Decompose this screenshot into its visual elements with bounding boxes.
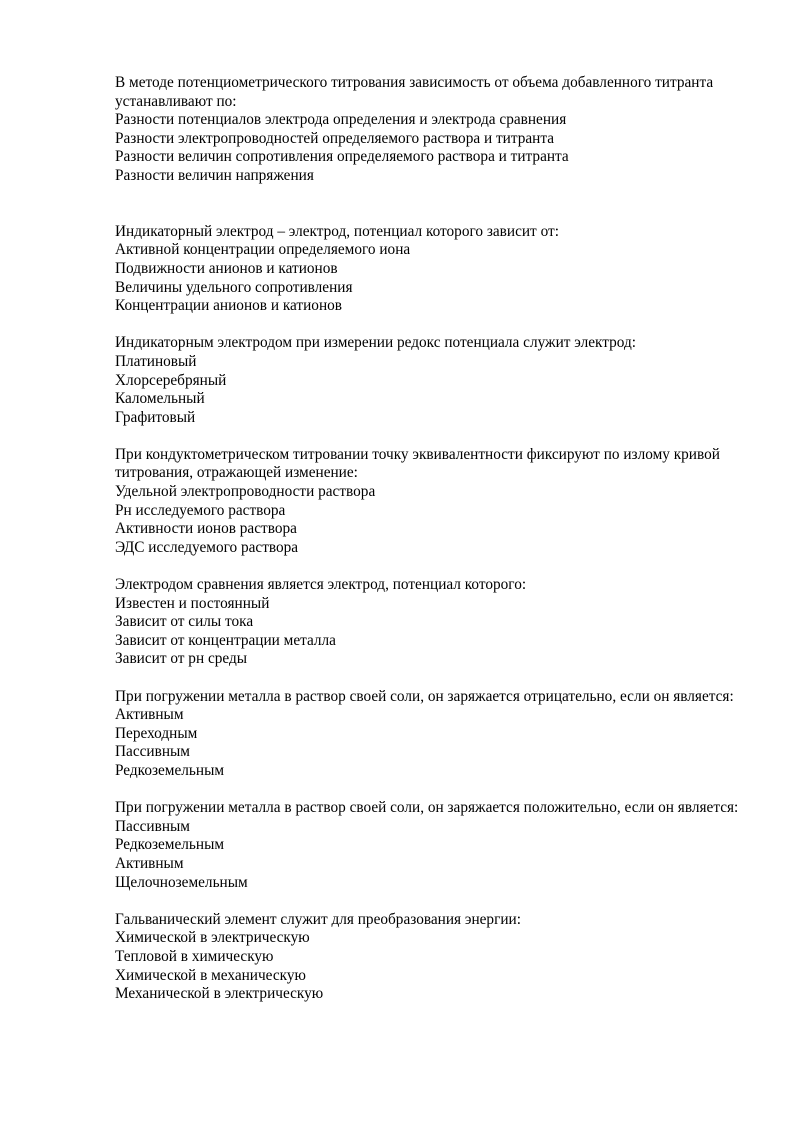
- answer-options: [115, 483, 743, 557]
- question-stem: Индикаторным электродом при измерении редокс потенциала служит электрод:: [115, 334, 637, 352]
- answer-option: Зависит от силы тока: [115, 613, 254, 631]
- answer-option: Подвижности анионов и катионов: [115, 259, 338, 277]
- answer-option: Рн исследуемого раствора: [115, 501, 286, 519]
- question-stem: Электродом сравнения является электрод, потенциал которого:: [115, 576, 527, 594]
- answer-options: [115, 353, 743, 427]
- answer-option: Пассивным: [115, 743, 190, 761]
- answer-options: [115, 929, 743, 1003]
- answer-options: [115, 818, 743, 892]
- question-stem: При погружении металла в раствор своей соли, он заряжается отрицательно, если он является:: [115, 687, 734, 705]
- question-5: [115, 576, 743, 669]
- document-page: [115, 74, 743, 1004]
- question-7: [115, 799, 743, 892]
- answer-option: ЭДС исследуемого раствора: [115, 538, 299, 556]
- answer-option: Химической в электрическую: [115, 929, 310, 947]
- answer-option: Каломельный: [115, 390, 205, 408]
- question-2: [115, 223, 743, 316]
- question-6: [115, 688, 743, 781]
- answer-options: [115, 111, 743, 185]
- question-8: [115, 911, 743, 1004]
- answer-option: Разности электропроводностей определяемого раствора и титранта: [115, 129, 555, 147]
- question-stem: При кондуктометрическом титровании точку эквивалентности фиксируют по излому кривой титрования, отражающей изменение:: [115, 445, 720, 482]
- answer-option: Известен и постоянный: [115, 594, 270, 612]
- answer-option: Концентрации анионов и катионов: [115, 297, 343, 315]
- question-stem: Индикаторный электрод – электрод, потенциал которого зависит от:: [115, 222, 559, 240]
- answer-option: Разности потенциалов электрода определения и электрода сравнения: [115, 111, 567, 129]
- answer-option: Активным: [115, 706, 184, 724]
- question-stem: При погружении металла в раствор своей соли, он заряжается положительно, если он является:: [115, 799, 739, 817]
- question-stem: Гальванический элемент служит для преобразования энергии:: [115, 910, 521, 928]
- answer-option: Механической в электрическую: [115, 985, 324, 1003]
- answer-option: Тепловой в химическую: [115, 947, 274, 965]
- answer-options: [115, 706, 743, 780]
- answer-option: Разности величин сопротивления определяемого раствора и титранта: [115, 148, 569, 166]
- answer-option: Активной концентрации определяемого иона: [115, 241, 411, 259]
- answer-option: Редкоземельным: [115, 836, 225, 854]
- answer-option: Активности ионов раствора: [115, 520, 297, 538]
- question-1: [115, 74, 743, 186]
- answer-option: Химической в механическую: [115, 966, 306, 984]
- answer-option: Зависит от рн среды: [115, 650, 248, 668]
- answer-option: Платиновый: [115, 352, 197, 370]
- answer-options: [115, 241, 743, 315]
- answer-option: Переходным: [115, 724, 198, 742]
- answer-options: [115, 595, 743, 669]
- answer-option: Удельной электропроводности раствора: [115, 483, 376, 501]
- answer-option: Щелочноземельным: [115, 873, 248, 891]
- answer-option: Хлорсеребряный: [115, 371, 227, 389]
- answer-option: Активным: [115, 854, 184, 872]
- question-4: [115, 446, 743, 558]
- answer-option: Графитовый: [115, 408, 196, 426]
- answer-option: Редкоземельным: [115, 761, 225, 779]
- question-stem: В методе потенциометрического титрования зависимость от объема добавленного титранта устанавливают по:: [115, 74, 714, 110]
- question-3: [115, 334, 743, 427]
- answer-option: Разности величин напряжения: [115, 166, 314, 184]
- answer-option: Пассивным: [115, 817, 190, 835]
- answer-option: Величины удельного сопротивления: [115, 278, 353, 296]
- answer-option: Зависит от концентрации металла: [115, 631, 336, 649]
